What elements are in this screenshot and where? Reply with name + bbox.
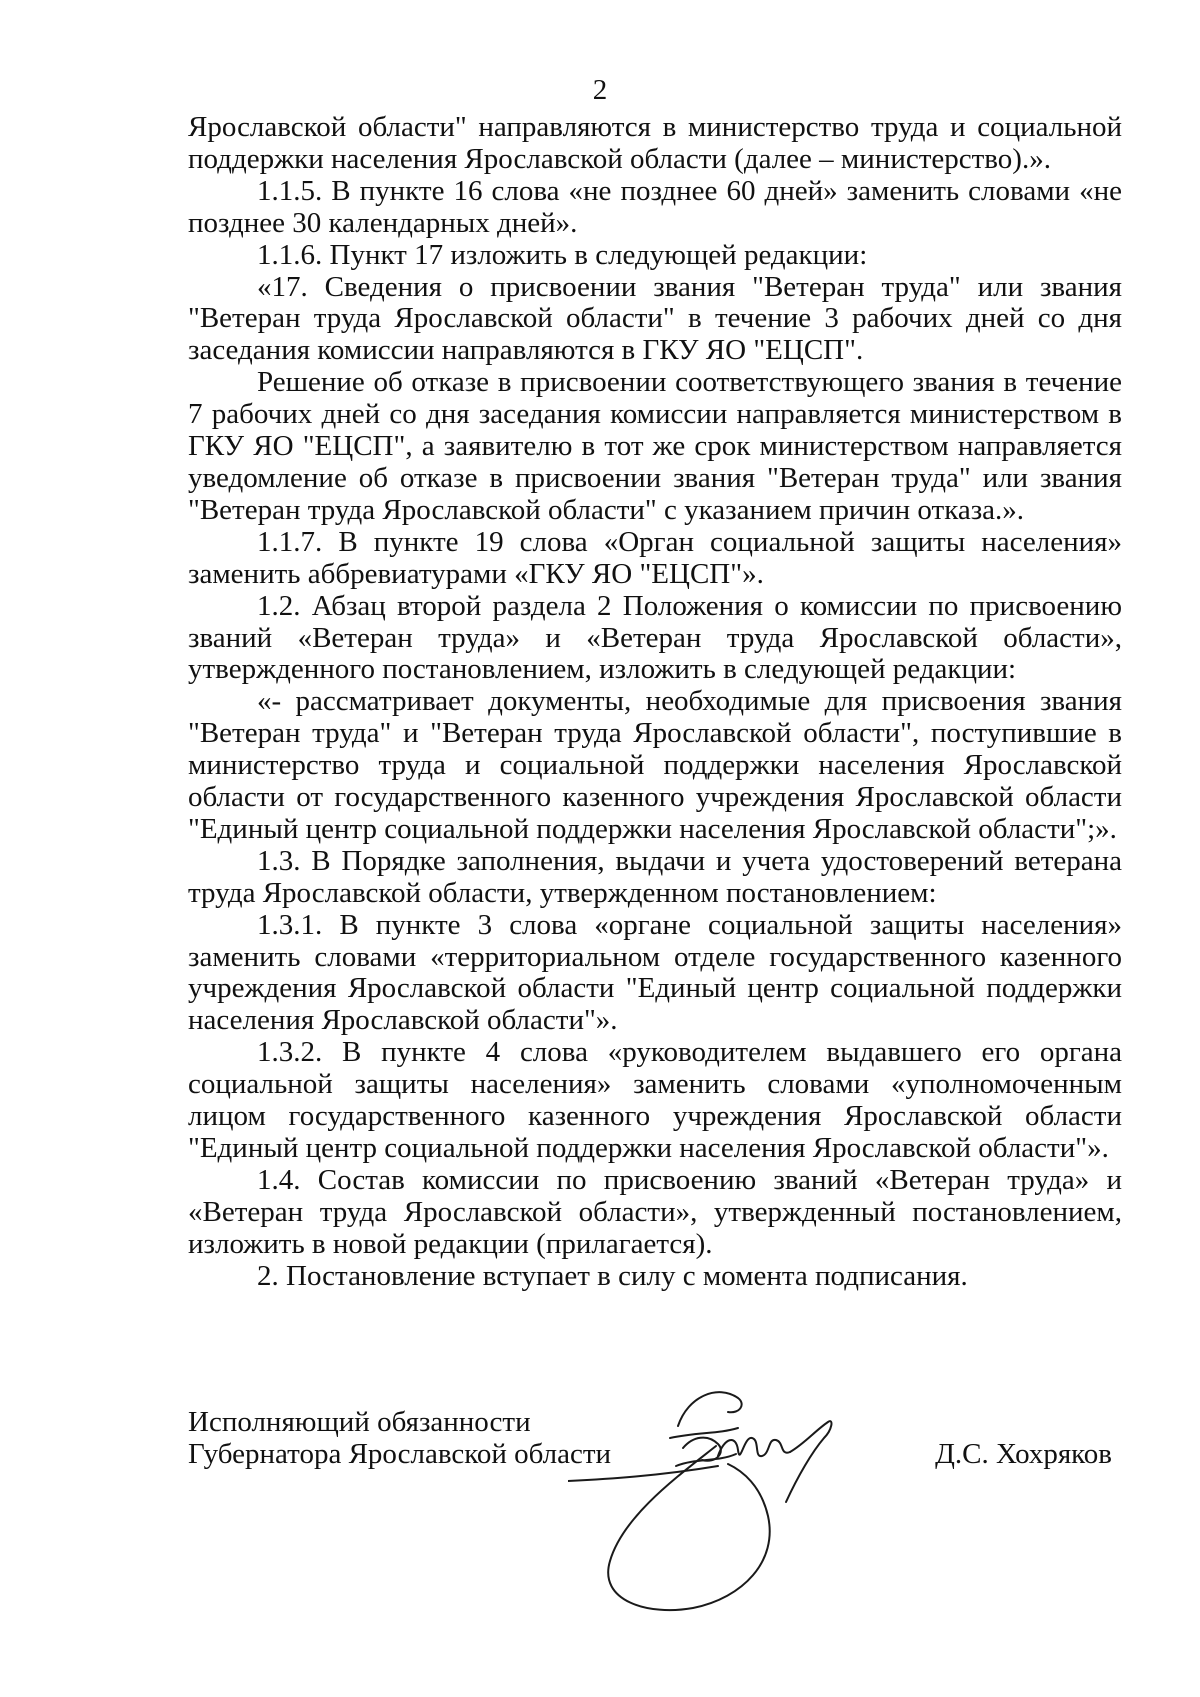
paragraph-commission-duty: «- рассматривает документы, необходимые для присвоения звания "Ветеран труда" и "Ветеран труда Ярославской области", поступившие в министерство труда и социальной поддержки населения Ярославской области от государственного казенного учреждения Ярославской области "Единый центр социальной поддержки населения Ярославской области";». xyxy=(188,685,1122,845)
paragraph-1-4: 1.4. Состав комиссии по присвоению званий «Ветеран труда» и «Ветеран труда Ярославской области», утвержденный постановлением, изложить в новой редакции (прилагается). xyxy=(188,1163,1122,1260)
paragraph-1-2: 1.2. Абзац второй раздела 2 Положения о комиссии по присвоению званий «Ветеран труда» и «Ветеран труда Ярославской области», утвержденного постановлением, изложить в следующей редакции: xyxy=(188,589,1122,686)
paragraph-2-effective: 2. Постановление вступает в силу с момента подписания. xyxy=(257,1259,968,1292)
page-number: 2 xyxy=(592,74,608,106)
paragraph-1-1-7: 1.1.7. В пункте 19 слова «Орган социальной защиты населения» заменить аббревиатурами «ГКУ ЯО "ЕЦСП"». xyxy=(188,525,1122,590)
paragraph-1-1-5: 1.1.5. В пункте 16 слова «не позднее 60 дней» заменить словами «не позднее 30 календарных дней». xyxy=(188,174,1122,239)
paragraph-1-1-6: 1.1.6. Пункт 17 изложить в следующей редакции: xyxy=(257,238,868,271)
signer-position-line1: Исполняющий обязанности xyxy=(188,1406,531,1438)
paragraph-continuation: Ярославской области" направляются в министерство труда и социальной поддержки населения Ярославской области (далее – министерство).». xyxy=(188,111,1122,175)
paragraph-1-3: 1.3. В Порядке заполнения, выдачи и учета удостоверений ветерана труда Ярославской области, утвержденном постановлением: xyxy=(188,844,1122,909)
handwritten-signature-icon xyxy=(568,1326,888,1616)
document-body xyxy=(188,112,1122,1293)
paragraph-item-17: «17. Сведения о присвоении звания "Ветеран труда" или звания "Ветеран труда Ярославской области" в течение 3 рабочих дней со дня заседания комиссии направляются в ГКУ ЯО "ЕЦСП". xyxy=(188,270,1122,367)
signer-position xyxy=(188,1406,611,1470)
paragraph-1-3-2: 1.3.2. В пункте 4 слова «руководителем выдавшего его органа социальной защиты населения» заменить словами «уполномоченным лицом государственного казенного учреждения Ярославской области "Единый центр социальной поддержки населения Ярославской области"». xyxy=(188,1036,1122,1164)
paragraph-1-3-1: 1.3.1. В пункте 3 слова «органе социальной защиты населения» заменить словами «территориальном отделе государственного казенного учреждения Ярославской области "Единый центр социальной поддержки населения Ярославской области"». xyxy=(188,908,1122,1037)
paragraph-refusal-decision: Решение об отказе в присвоении соответствующего звания в течение 7 рабочих дней со дня заседания комиссии направляется министерством в ГКУ ЯО "ЕЦСП", а заявителю в тот же срок министерством направляется уведомление об отказе в присвоении звания "Ветеран труда" или звания "Ветеран труда Ярославской области" с указанием причин отказа.». xyxy=(188,366,1122,526)
signature-block xyxy=(188,1406,1122,1626)
signer-name: Д.С. Хохряков xyxy=(935,1438,1112,1470)
signer-position-line2: Губернатора Ярославской области xyxy=(188,1438,612,1470)
